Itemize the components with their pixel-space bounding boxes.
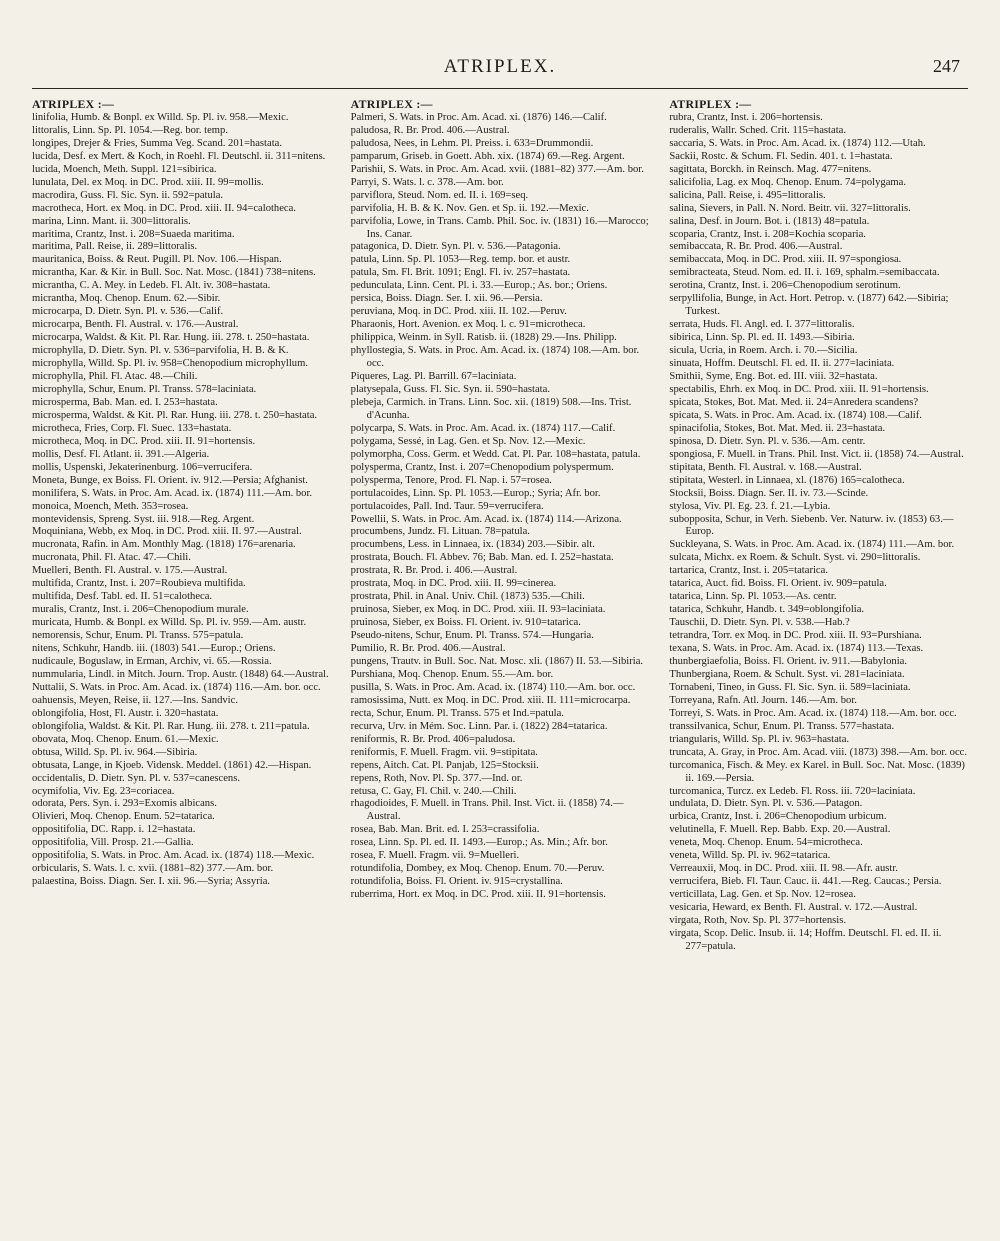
- index-entry: mauritanica, Boiss. & Reut. Pugill. Pl. Nov. 106.—Hispan.: [32, 254, 282, 266]
- index-entry: micrantha, C. A. Mey. in Ledeb. Fl. Alt. iv. 308=hastata.: [32, 280, 271, 292]
- index-entry: muralis, Crantz, Inst. i. 206=Chenopodium murale.: [32, 604, 249, 616]
- index-entry: monilifera, S. Wats. in Proc. Am. Acad. ix. (1874) 111.—Am. bor.: [32, 487, 313, 499]
- index-entry: polysperma, Crantz, Inst. i. 207=Chenopodium polyspermum.: [350, 461, 614, 473]
- index-entry: rotundifolia, Boiss. Fl. Orient. iv. 915=crystallina.: [350, 876, 563, 888]
- column-heading: ATRIPLEX :—: [669, 98, 752, 111]
- index-entry: recta, Schur, Enum. Pl. Transs. 575 et Ind.=patula.: [350, 707, 564, 719]
- index-entry: recurva, Urv. in Mém. Soc. Linn. Par. i. (1822) 284=tatarica.: [350, 720, 608, 732]
- page-header: [0, 56, 1000, 84]
- index-entry: Verreauxii, Moq. in DC. Prod. xiii. II. 98.—Afr. austr.: [669, 863, 898, 875]
- index-entry: prostrata, R. Br. Prod. i. 406.—Austral.: [350, 565, 518, 577]
- index-entry: parvifolia, H. B. & K. Nov. Gen. et Sp. ii. 192.—Mexic.: [350, 202, 589, 214]
- index-entry: spongiosa, F. Muell. in Trans. Phil. Inst. Vict. ii. (1858) 74.—Austral.: [669, 448, 964, 460]
- index-entry: spinosa, D. Dietr. Syn. Pl. v. 536.—Am. centr.: [669, 435, 866, 447]
- index-entry: sagittata, Borckh. in Reinsch. Mag. 477=nitens.: [669, 163, 872, 175]
- column-heading: ATRIPLEX :—: [350, 98, 433, 111]
- index-entry: maritima, Crantz, Inst. i. 208=Suaeda maritima.: [32, 228, 235, 240]
- index-entry: mucronata, Rafin. in Am. Monthly Mag. (1818) 176=arenaria.: [32, 539, 296, 551]
- column-1: [32, 98, 331, 1233]
- index-entry: monoica, Moench, Meth. 353=rosea.: [32, 500, 189, 512]
- index-entry: microcarpa, Waldst. & Kit. Pl. Rar. Hung. iii. 278. t. 250=hastata.: [32, 332, 310, 344]
- index-entry: tetrandra, Torr. ex Moq. in DC. Prod. xiii. II. 93=Purshiana.: [669, 630, 922, 642]
- index-entry: micrantha, Kar. & Kir. in Bull. Soc. Nat. Mosc. (1841) 738=nitens.: [32, 267, 316, 279]
- index-entry: microsperma, Bab. Man. ed. I. 253=hastata.: [32, 396, 218, 408]
- index-entry: Stocksii, Boiss. Diagn. Ser. II. iv. 73.—Scinde.: [669, 487, 869, 499]
- index-entry: Purshiana, Moq. Chenop. Enum. 55.—Am. bor.: [350, 668, 554, 680]
- index-entry: verticillata, Lag. Gen. et Sp. Nov. 12=rosea.: [669, 889, 856, 901]
- index-entry: microphylla, Schur, Enum. Pl. Transs. 578=laciniata.: [32, 383, 257, 395]
- index-entry: retusa, C. Gay, Fl. Chil. v. 240.—Chili.: [350, 785, 517, 797]
- index-entry: Parishii, S. Wats. in Proc. Am. Acad. xvii. (1881–82) 377.—Am. bor.: [350, 163, 644, 175]
- index-entry: prostrata, Bouch. Fl. Abbev. 76; Bab. Man. ed. I. 252=hastata.: [350, 552, 614, 564]
- index-entry: tatarica, Auct. fid. Boiss. Fl. Orient. iv. 909=patula.: [669, 578, 887, 590]
- index-entry: lunulata, Del. ex Moq. in DC. Prod. xiii. II. 99=mollis.: [32, 176, 264, 188]
- index-entry: polymorpha, Coss. Germ. et Wedd. Cat. Pl. Par. 108=hastata, patula.: [350, 448, 641, 460]
- index-entry: rosea, F. Muell. Fragm. vii. 9=Muelleri.: [350, 850, 520, 862]
- index-entry: paludosa, R. Br. Prod. 406.—Austral.: [350, 124, 510, 136]
- index-entry: littoralis, Linn. Sp. Pl. 1054.—Reg. bor. temp.: [32, 124, 228, 136]
- index-entry: occidentalis, D. Dietr. Syn. Pl. v. 537=canescens.: [32, 772, 240, 784]
- column-2: [351, 98, 650, 1233]
- index-entry: muricata, Humb. & Bonpl. ex Willd. Sp. Pl. iv. 959.—Am. austr.: [32, 617, 307, 629]
- index-entry: ramosissima, Nutt. ex Moq. in DC. Prod. xiii. II. 111=microcarpa.: [350, 694, 631, 706]
- index-entry: longipes, Drejer & Fries, Summa Veg. Scand. 201=hastata.: [32, 137, 282, 149]
- entry-list: [351, 112, 650, 902]
- index-entry: palaestina, Boiss. Diagn. Ser. I. xii. 96.—Syria; Assyria.: [32, 876, 271, 888]
- index-entry: mollis, Desf. Fl. Atlant. ii. 391.—Algeria.: [32, 448, 210, 460]
- index-entry: stipitata, Westerl. in Linnaea, xl. (1876) 165=calotheca.: [669, 474, 905, 486]
- index-entry: peruviana, Moq. in DC. Prod. xiii. II. 102.—Peruv.: [350, 306, 567, 318]
- index-entry: triangularis, Willd. Sp. Pl. iv. 963=hastata.: [669, 733, 850, 745]
- index-entry: turcomanica, Fisch. & Mey. ex Karel. in Bull. Soc. Nat. Mosc. (1839) ii. 169.—Persia.: [669, 759, 965, 784]
- index-entry: prostrata, Moq. in DC. Prod. xiii. II. 99=cinerea.: [350, 578, 557, 590]
- index-entry: semibracteata, Steud. Nom. ed. II. i. 169, sphalm.=semibaccata.: [669, 267, 940, 279]
- index-entry: Parryi, S. Wats. l. c. 378.—Am. bor.: [350, 176, 504, 188]
- index-entry: parvifolia, Lowe, in Trans. Camb. Phil. Soc. iv. (1831) 16.—Marocco; Ins. Canar.: [350, 215, 649, 240]
- index-entry: Powellii, S. Wats. in Proc. Am. Acad. ix. (1874) 114.—Arizona.: [350, 513, 622, 525]
- index-entry: plebeja, Carmich. in Trans. Linn. Soc. xii. (1819) 508.—Ins. Trist. d'Acunha.: [350, 396, 632, 421]
- index-entry: spectabilis, Ehrh. ex Moq. in DC. Prod. xiii. II. 91=hortensis.: [669, 383, 929, 395]
- index-entry: micrantha, Moq. Chenop. Enum. 62.—Sibir.: [32, 293, 221, 305]
- index-entry: macrotheca, Hort. ex Moq. in DC. Prod. xiii. II. 94=calotheca.: [32, 202, 296, 214]
- index-entry: Suckleyana, S. Wats. in Proc. Am. Acad. ix. (1874) 111.—Am. bor.: [669, 539, 955, 551]
- index-entry: nemorensis, Schur, Enum. Pl. Transs. 575=patula.: [32, 630, 244, 642]
- index-entry: thunbergiaefolia, Boiss. Fl. Orient. iv. 911.—Babylonia.: [669, 655, 907, 667]
- index-entry: montevidensis, Spreng. Syst. iii. 918.—Reg. Argent.: [32, 513, 255, 525]
- index-entry: portulacoides, Pall. Ind. Taur. 59=verrucifera.: [350, 500, 544, 512]
- index-entry: serrata, Huds. Fl. Angl. ed. I. 377=littoralis.: [669, 319, 855, 331]
- index-entry: pungens, Trautv. in Bull. Soc. Nat. Mosc. xli. (1867) II. 53.—Sibiria.: [350, 655, 644, 667]
- index-entry: Thunbergiana, Roem. & Schult. Syst. vi. 281=laciniata.: [669, 668, 905, 680]
- index-entry: multifida, Crantz, Inst. i. 207=Roubieva multifida.: [32, 578, 246, 590]
- index-entry: microcarpa, D. Dietr. Syn. Pl. v. 536.—Calif.: [32, 306, 224, 318]
- index-entry: microphylla, Phil. Fl. Atac. 48.—Chili.: [32, 371, 198, 383]
- index-entry: nitens, Schkuhr, Handb. iii. (1803) 541.—Europ.; Oriens.: [32, 643, 276, 655]
- index-entry: tartarica, Crantz, Inst. i. 205=tatarica.: [669, 565, 828, 577]
- index-entry: repens, Roth, Nov. Pl. Sp. 377.—Ind. or.: [350, 772, 523, 784]
- index-entry: salina, Sievers, in Pall. N. Nord. Beitr. vii. 327=littoralis.: [669, 202, 911, 214]
- index-entry: Torreyi, S. Wats. in Proc. Am. Acad. ix. (1874) 118.—Am. bor. occ.: [669, 707, 957, 719]
- index-entry: oppositifolia, S. Wats. in Proc. Am. Acad. ix. (1874) 118.—Mexic.: [32, 850, 315, 862]
- entry-list: [669, 112, 968, 954]
- index-entry: patagonica, D. Dietr. Syn. Pl. v. 536.—Patagonia.: [350, 241, 561, 253]
- index-entry: Moneta, Bunge, ex Boiss. Fl. Orient. iv. 912.—Persia; Afghanist.: [32, 474, 308, 486]
- index-entry: velutinella, F. Muell. Rep. Babb. Exp. 20.—Austral.: [669, 824, 891, 836]
- index-entry: platysepala, Guss. Fl. Sic. Syn. ii. 590=hastata.: [350, 383, 550, 395]
- index-entry: patula, Sm. Fl. Brit. 1091; Engl. Fl. iv. 257=hastata.: [350, 267, 571, 279]
- index-entry: saccaria, S. Wats. in Proc. Am. Acad. ix. (1874) 112.—Utah.: [669, 137, 926, 149]
- index-entry: microphylla, D. Dietr. Syn. Pl. v. 536=parvifolia, H. B. & K.: [32, 345, 289, 357]
- index-entry: polygama, Sessé, in Lag. Gen. et Sp. Nov. 12.—Mexic.: [350, 435, 586, 447]
- index-entry: undulata, D. Dietr. Syn. Pl. v. 536.—Patagon.: [669, 798, 863, 810]
- index-entry: spicata, Stokes, Bot. Mat. Med. ii. 24=Anredera scandens?: [669, 396, 919, 408]
- page-number: 247: [933, 56, 960, 76]
- index-entry: urbica, Crantz, Inst. i. 206=Chenopodium urbicum.: [669, 811, 887, 823]
- index-entry: odorata, Pers. Syn. i. 293=Exomis albicans.: [32, 798, 217, 810]
- index-entry: pedunculata, Linn. Cent. Pl. i. 33.—Europ.; As. bor.; Oriens.: [350, 280, 608, 292]
- index-entry: parviflora, Steud. Nom. ed. II. i. 169=seq.: [350, 189, 529, 201]
- index-entry: pusilla, S. Wats. in Proc. Am. Acad. ix. (1874) 110.—Am. bor. occ.: [350, 681, 636, 693]
- index-entry: Piqueres, Lag. Pl. Barrill. 67=laciniata.: [350, 371, 517, 383]
- index-columns: [32, 98, 968, 1233]
- index-entry: obtusata, Lange, in Kjoeb. Vidensk. Meddel. (1861) 42.—Hispan.: [32, 759, 312, 771]
- index-entry: serotina, Crantz, Inst. i. 206=Chenopodium serotinum.: [669, 280, 901, 292]
- index-entry: sinuata, Hoffm. Deutschl. Fl. ed. II. ii. 277=laciniata.: [669, 358, 895, 370]
- index-entry: Tauschii, D. Dietr. Syn. Pl. v. 538.—Hab.?: [669, 617, 850, 629]
- index-entry: paludosa, Nees, in Lehm. Pl. Preiss. i. 633=Drummondii.: [350, 137, 594, 149]
- index-entry: vesicaria, Heward, ex Benth. Fl. Austral. v. 172.—Austral.: [669, 902, 918, 914]
- index-entry: scoparia, Crantz, Inst. i. 208=Kochia scoparia.: [669, 228, 866, 240]
- index-entry: orbicularis, S. Wats. l. c. xvii. (1881–82) 377.—Am. bor.: [32, 863, 274, 875]
- index-entry: spinacifolia, Stokes, Bot. Mat. Med. ii. 23=hastata.: [669, 422, 886, 434]
- index-entry: verrucifera, Bieb. Fl. Taur. Cauc. ii. 441.—Reg. Caucas.; Persia.: [669, 876, 942, 888]
- index-entry: Torreyana, Rafn. Atl. Journ. 146.—Am. bor.: [669, 694, 857, 706]
- index-entry: Smithii, Syme, Eng. Bot. ed. III. viii. 32=hastata.: [669, 371, 878, 383]
- index-entry: procumbens, Less. in Linnaea, ix. (1834) 203.—Sibir. alt.: [350, 539, 595, 551]
- index-entry: serpyllifolia, Bunge, in Act. Hort. Petrop. v. (1877) 642.—Sibiria; Turkest.: [669, 293, 949, 318]
- index-entry: ocymifolia, Viv. Eg. 23=coriacea.: [32, 785, 175, 797]
- index-entry: maritima, Pall. Reise, ii. 289=littoralis.: [32, 241, 198, 253]
- index-entry: sulcata, Michx. ex Roem. & Schult. Syst. vi. 290=littoralis.: [669, 552, 921, 564]
- index-entry: sicula, Ucria, in Roem. Arch. i. 70.—Sicilia.: [669, 345, 858, 357]
- entry-list: [32, 112, 331, 889]
- index-entry: lucida, Moench, Meth. Suppl. 121=sibirica.: [32, 163, 217, 175]
- index-entry: ruderalis, Wallr. Sched. Crit. 115=hastata.: [669, 124, 846, 136]
- index-entry: microcarpa, Benth. Fl. Austral. v. 176.—Austral.: [32, 319, 239, 331]
- index-entry: spicata, S. Wats. in Proc. Am. Acad. ix. (1874) 108.—Calif.: [669, 409, 922, 421]
- index-entry: linifolia, Humb. & Bonpl. ex Willd. Sp. Pl. iv. 958.—Mexic.: [32, 111, 289, 123]
- index-entry: patula, Linn. Sp. Pl. 1053—Reg. temp. bor. et austr.: [350, 254, 571, 266]
- index-entry: rubra, Crantz, Inst. i. 206=hortensis.: [669, 111, 823, 123]
- index-entry: phyllostegia, S. Wats. in Proc. Am. Acad. ix. (1874) 108.—Am. bor. occ.: [350, 345, 640, 370]
- index-entry: semibaccata, Moq. in DC. Prod. xiii. II. 97=spongiosa.: [669, 254, 902, 266]
- column-3: [669, 98, 968, 1233]
- index-entry: truncata, A. Gray, in Proc. Am. Acad. viii. (1873) 398.—Am. bor. occ.: [669, 746, 967, 758]
- index-entry: Olivieri, Moq. Chenop. Enum. 52=tatarica.: [32, 811, 215, 823]
- index-entry: procumbens, Jundz. Fl. Lituan. 78=patula.: [350, 526, 530, 538]
- index-entry: oblongifolia, Host, Fl. Austr. i. 320=hastata.: [32, 707, 219, 719]
- index-entry: portulacoides, Linn. Sp. Pl. 1053.—Europ.; Syria; Afr. bor.: [350, 487, 601, 499]
- index-entry: Pharaonis, Hort. Avenion. ex Moq. l. c. 91=microtheca.: [350, 319, 586, 331]
- index-entry: mollis, Uspenski, Jekaterinenburg. 106=verrucifera.: [32, 461, 253, 473]
- index-entry: veneta, Moq. Chenop. Enum. 54=microtheca.: [669, 837, 863, 849]
- index-entry: pruinosa, Sieber, ex Moq. in DC. Prod. xiii. II. 93=laciniata.: [350, 604, 606, 616]
- index-entry: veneta, Willd. Sp. Pl. iv. 962=tatarica.: [669, 850, 831, 862]
- index-entry: Sackii, Rostc. & Schum. Fl. Sedin. 401. t. 1=hastata.: [669, 150, 893, 162]
- index-entry: Pumilio, R. Br. Prod. 406.—Austral.: [350, 643, 506, 655]
- index-entry: salicina, Pall. Reise, i. 495=littoralis.: [669, 189, 826, 201]
- index-entry: oppositifolia, Vill. Prosp. 21.—Gallia.: [32, 837, 194, 849]
- index-entry: macrodira, Guss. Fl. Sic. Syn. ii. 592=patula.: [32, 189, 224, 201]
- column-heading: ATRIPLEX :—: [32, 98, 115, 111]
- index-entry: stipitata, Benth. Fl. Austral. v. 168.—Austral.: [669, 461, 862, 473]
- index-entry: turcomanica, Turcz. ex Ledeb. Fl. Ross. iii. 720=laciniata.: [669, 785, 916, 797]
- index-entry: Muelleri, Benth. Fl. Austral. v. 175.—Austral.: [32, 565, 228, 577]
- index-entry: microtheca, Moq. in DC. Prod. xiii. II. 91=hortensis.: [32, 435, 256, 447]
- index-entry: microtheca, Fries, Corp. Fl. Suec. 133=hastata.: [32, 422, 232, 434]
- index-entry: nudicaule, Boguslaw, in Erman, Archiv, vi. 65.—Rossia.: [32, 655, 272, 667]
- index-entry: rotundifolia, Dombey, ex Moq. Chenop. Enum. 70.—Peruv.: [350, 863, 605, 875]
- index-entry: ruberrima, Hort. ex Moq. in DC. Prod. xiii. II. 91=hortensis.: [350, 889, 606, 901]
- index-entry: mucronata, Phil. Fl. Atac. 47.—Chili.: [32, 552, 191, 564]
- index-entry: Nuttalii, S. Wats. in Proc. Am. Acad. ix. (1874) 116.—Am. bor. occ.: [32, 681, 321, 693]
- index-entry: tatarica, Linn. Sp. Pl. 1053.—As. centr.: [669, 591, 837, 603]
- index-entry: salicifolia, Lag. ex Moq. Chenop. Enum. 74=polygama.: [669, 176, 906, 188]
- index-entry: semibaccata, R. Br. Prod. 406.—Austral.: [669, 241, 843, 253]
- index-entry: pruinosa, Sieber, ex Boiss. Fl. Orient. iv. 910=tatarica.: [350, 617, 581, 629]
- index-entry: nummularia, Lindl. in Mitch. Journ. Trop. Austr. (1848) 64.—Austral.: [32, 668, 329, 680]
- index-entry: microphylla, Willd. Sp. Pl. iv. 958=Chenopodium microphyllum.: [32, 358, 308, 370]
- index-entry: polycarpa, S. Wats. in Proc. Am. Acad. ix. (1874) 117.—Calif.: [350, 422, 616, 434]
- index-entry: reniformis, F. Muell. Fragm. vii. 9=stipitata.: [350, 746, 538, 758]
- index-entry: oppositifolia, DC. Rapp. i. 12=hastata.: [32, 824, 196, 836]
- index-entry: obovata, Moq. Chenop. Enum. 61.—Mexic.: [32, 733, 219, 745]
- index-entry: philippica, Weinm. in Syll. Ratisb. ii. (1828) 29.—Ins. Philipp.: [350, 332, 617, 344]
- index-entry: rosea, Linn. Sp. Pl. ed. II. 1493.—Europ.; As. Min.; Afr. bor.: [350, 837, 608, 849]
- index-entry: virgata, Roth, Nov. Sp. Pl. 377=hortensis.: [669, 915, 846, 927]
- index-entry: sibirica, Linn. Sp. Pl. ed. II. 1493.—Sibiria.: [669, 332, 855, 344]
- index-entry: Moquiniana, Webb, ex Moq. in DC. Prod. xiii. II. 97.—Austral.: [32, 526, 302, 538]
- index-entry: Tornabeni, Tineo, in Guss. Fl. Sic. Syn. ii. 589=laciniata.: [669, 681, 911, 693]
- index-entry: lucida, Desf. ex Mert. & Koch, in Roehl. Fl. Deutschl. ii. 311=nitens.: [32, 150, 326, 162]
- index-entry: rhagodioides, F. Muell. in Trans. Phil. Inst. Vict. ii. (1858) 74.—Austral.: [350, 798, 624, 823]
- index-entry: tatarica, Schkuhr, Handb. t. 349=oblongifolia.: [669, 604, 865, 616]
- index-entry: subopposita, Schur, in Verh. Siebenb. Ver. Naturw. iv. (1853) 63.—Europ.: [669, 513, 954, 538]
- index-entry: virgata, Scop. Delic. Insub. ii. 14; Hoffm. Deutschl. Fl. ed. II. ii. 277=patula.: [669, 928, 942, 952]
- index-entry: marina, Linn. Mant. ii. 300=littoralis.: [32, 215, 191, 227]
- index-entry: persica, Boiss. Diagn. Ser. I. xii. 96.—Persia.: [350, 293, 543, 305]
- index-entry: reniformis, R. Br. Prod. 406=paludosa.: [350, 733, 516, 745]
- index-entry: pamparum, Griseb. in Goett. Abh. xix. (1874) 69.—Reg. Argent.: [350, 150, 625, 162]
- index-entry: transsilvanica, Schur, Enum. Pl. Transs. 577=hastata.: [669, 720, 895, 732]
- index-entry: microsperma, Waldst. & Kit. Pl. Rar. Hung. iii. 278. t. 250=hastata.: [32, 409, 318, 421]
- header-rule: [32, 88, 968, 89]
- index-entry: oblongifolia, Waldst. & Kit. Pl. Rar. Hung. iii. 278. t. 211=patula.: [32, 720, 310, 732]
- index-entry: Pseudo-nitens, Schur, Enum. Pl. Transs. 574.—Hungaria.: [350, 630, 594, 642]
- index-entry: texana, S. Wats. in Proc. Am. Acad. ix. (1874) 113.—Texas.: [669, 643, 924, 655]
- index-entry: multifida, Desf. Tabl. ed. II. 51=calotheca.: [32, 591, 213, 603]
- index-entry: rosea, Bab. Man. Brit. ed. I. 253=crassifolia.: [350, 824, 540, 836]
- index-entry: Palmeri, S. Wats. in Proc. Am. Acad. xi. (1876) 146.—Calif.: [350, 111, 607, 123]
- index-entry: repens, Aitch. Cat. Pl. Panjab, 125=Stocksii.: [350, 759, 539, 771]
- index-entry: salina, Desf. in Journ. Bot. i. (1813) 48=patula.: [669, 215, 870, 227]
- index-entry: polysperma, Tenore, Prod. Fl. Nap. i. 57=rosea.: [350, 474, 552, 486]
- index-entry: prostrata, Phil. in Anal. Univ. Chil. (1873) 535.—Chili.: [350, 591, 585, 603]
- index-entry: stylosa, Viv. Pl. Eg. 23. f. 21.—Lybia.: [669, 500, 831, 512]
- index-entry: oahuensis, Meyen, Reise, ii. 127.—Ins. Sandvic.: [32, 694, 238, 706]
- running-title: ATRIPLEX.: [443, 56, 557, 77]
- index-entry: obtusa, Willd. Sp. Pl. iv. 964.—Sibiria.: [32, 746, 198, 758]
